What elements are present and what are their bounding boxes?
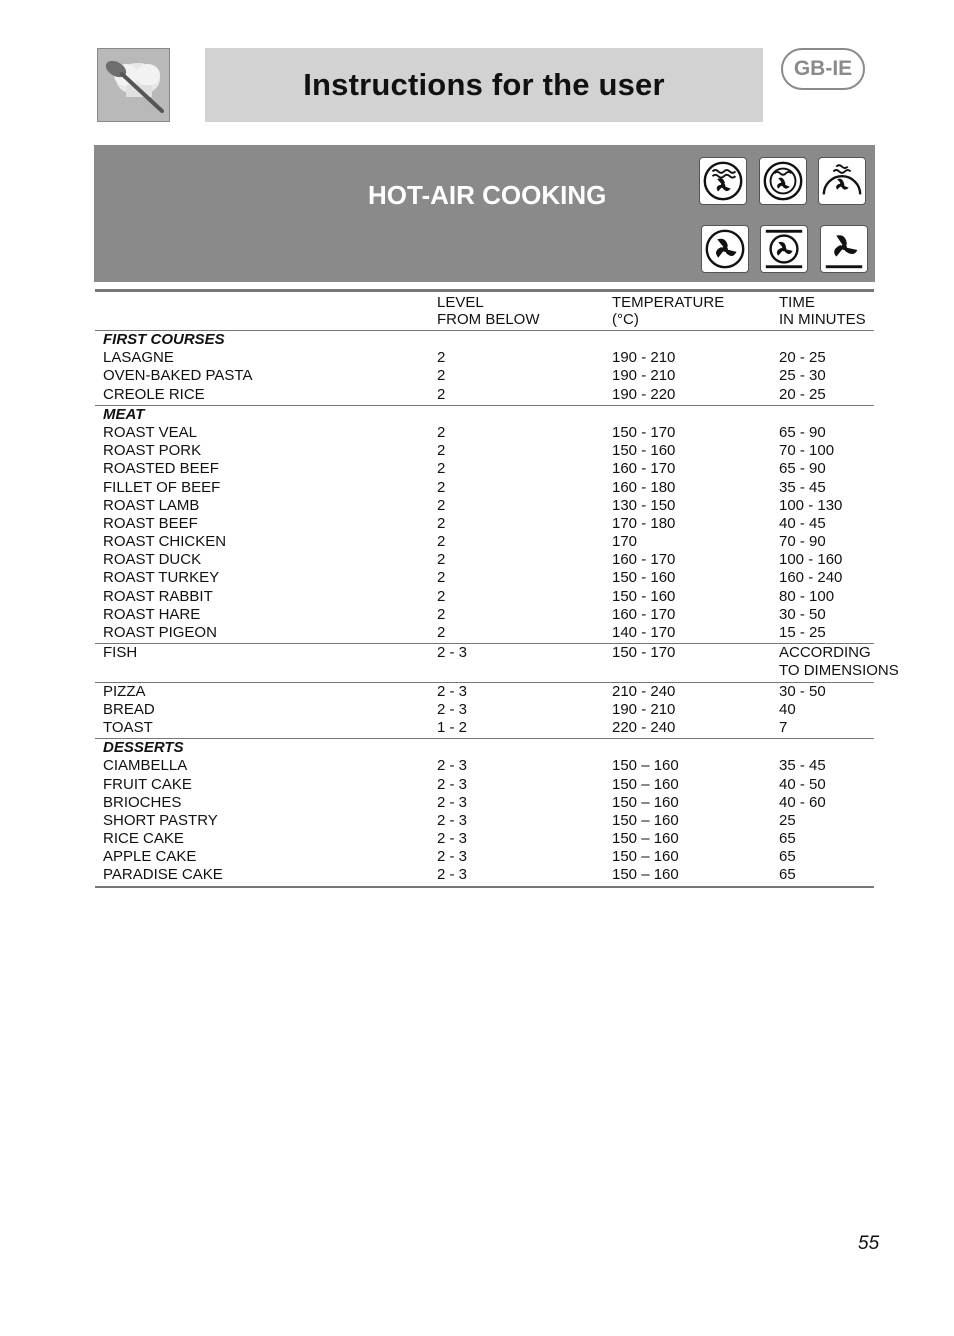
table-row: OVEN-BAKED PASTA 2 190 - 210 25 - 30	[103, 367, 826, 385]
table-row: BREAD 2 - 3 190 - 210 40	[103, 700, 796, 718]
dish-name: PIZZA	[103, 682, 146, 700]
section-banner	[94, 145, 875, 282]
table-row: SHORT PASTRY 2 - 3 150 – 160 25	[103, 811, 796, 829]
table-group	[95, 406, 874, 643]
page-number: 55	[858, 1233, 880, 1254]
dish-name: ROAST DUCK	[103, 551, 202, 569]
fan-grill-bottom-icon	[818, 157, 866, 205]
language-code: GB-IE	[793, 57, 853, 80]
table-body	[95, 330, 899, 886]
table-row: PIZZA 2 - 3 210 - 240 30 - 50	[103, 682, 826, 700]
table-row: FRUIT CAKE 2 - 3 150 – 160 40 - 50	[103, 775, 826, 793]
fan-bottom-icon	[820, 225, 868, 273]
dish-name: FISH	[103, 644, 138, 662]
dish-name: ROAST VEAL	[103, 423, 197, 441]
dish-name: CIAMBELLA	[103, 757, 188, 775]
table-bottom-rule	[95, 886, 874, 888]
table-row: TO DIMENSIONS	[779, 662, 899, 680]
category-label: FIRST COURSES	[103, 331, 225, 348]
category-row	[95, 331, 874, 349]
table-group	[95, 739, 874, 886]
category-row	[95, 739, 874, 757]
dish-name: BRIOCHES	[103, 793, 182, 811]
table-row: FILLET OF BEEF 2 160 - 180 35 - 45	[103, 478, 826, 496]
dish-name: ROASTED BEEF	[103, 460, 219, 478]
dish-name: CREOLE RICE	[103, 385, 205, 403]
dish-name: ROAST HARE	[103, 605, 201, 623]
section-title: HOT-AIR COOKING	[368, 180, 607, 210]
fan-icon	[701, 225, 749, 273]
table-row: ROAST RABBIT 2 150 - 160 80 - 100	[103, 587, 835, 605]
dish-name: OVEN-BAKED PASTA	[103, 367, 253, 385]
spoon-and-hat-icon	[98, 49, 171, 123]
group-padding	[95, 642, 874, 643]
dish-name: ROAST TURKEY	[103, 569, 220, 587]
dish-name: PARADISE CAKE	[103, 866, 223, 884]
header-title-box	[205, 48, 763, 122]
dish-name: ROAST LAMB	[103, 496, 200, 514]
table-row: ROAST TURKEY 2 150 - 160 160 - 240	[103, 569, 843, 587]
table-group	[95, 683, 874, 739]
table-header: LEVEL FROM BELOW TEMPERATURE (°C) TIME IN MINUTES	[437, 294, 866, 328]
category-label: MEAT	[103, 405, 145, 423]
dish-name: FRUIT CAKE	[103, 775, 192, 793]
fan-top-bottom-icon	[760, 225, 808, 273]
table-row: RICE CAKE 2 - 3 150 – 160 65	[103, 830, 796, 848]
dish-name: ROAST RABBIT	[103, 587, 213, 605]
group-padding	[95, 737, 874, 738]
dish-name: ROAST PORK	[103, 442, 202, 460]
table-row: CIAMBELLA 2 - 3 150 – 160 35 - 45	[103, 757, 826, 775]
cooking-table	[95, 289, 899, 888]
table-row: FISH 2 - 3 150 - 170 ACCORDING	[103, 644, 871, 662]
table-row: BRIOCHES 2 - 3 150 – 160 40 - 60	[103, 793, 826, 811]
dish-name: SHORT PASTRY	[103, 811, 218, 829]
table-row: ROAST LAMB 2 130 - 150 100 - 130	[103, 496, 843, 514]
table-row: ROAST HARE 2 160 - 170 30 - 50	[103, 605, 826, 623]
dish-name: APPLE CAKE	[103, 848, 197, 866]
chef-logo	[97, 48, 170, 122]
language-badge	[781, 48, 865, 90]
group-padding	[95, 404, 874, 405]
dish-name: FILLET OF BEEF	[103, 478, 221, 496]
dish-name: LASAGNE	[103, 349, 174, 367]
page-title: Instructions for the user	[303, 67, 665, 102]
dish-name: RICE CAKE	[103, 830, 184, 848]
dish-name: ROAST CHICKEN	[103, 533, 227, 551]
dish-name: TOAST	[103, 718, 153, 736]
table-group	[95, 331, 874, 405]
fan-grill-top-icon	[759, 157, 807, 205]
table-row: ROAST VEAL 2 150 - 170 65 - 90	[103, 423, 826, 441]
fan-grill-icon	[699, 157, 747, 205]
table-row: ROAST BEEF 2 170 - 180 40 - 45	[103, 514, 826, 532]
dish-name: ROAST BEEF	[103, 514, 198, 532]
table-row: ROAST CHICKEN 2 170 70 - 90	[103, 533, 826, 551]
group-padding	[95, 681, 874, 682]
group-padding	[95, 885, 874, 886]
category-label: DESSERTS	[103, 739, 184, 757]
dish-name: BREAD	[103, 700, 155, 718]
dish-name: ROAST PIGEON	[103, 624, 217, 641]
table-row: ROAST PORK 2 150 - 160 70 - 100	[103, 442, 835, 460]
table-row: CREOLE RICE 2 190 - 220 20 - 25	[103, 385, 826, 403]
table-row: APPLE CAKE 2 - 3 150 – 160 65	[103, 848, 796, 866]
category-row	[95, 406, 874, 424]
table-row: PARADISE CAKE 2 - 3 150 – 160 65	[103, 866, 796, 884]
table-row: TOAST 1 - 2 220 - 240 7	[103, 718, 788, 736]
table-row: ROAST DUCK 2 160 - 170 100 - 160	[103, 551, 843, 569]
table-row: LASAGNE 2 190 - 210 20 - 25	[103, 349, 826, 367]
table-group	[95, 644, 899, 681]
table-row: ROASTED BEEF 2 160 - 170 65 - 90	[103, 460, 826, 478]
table-row: ROAST PIGEON 2 140 - 170 15 - 25	[103, 624, 826, 641]
